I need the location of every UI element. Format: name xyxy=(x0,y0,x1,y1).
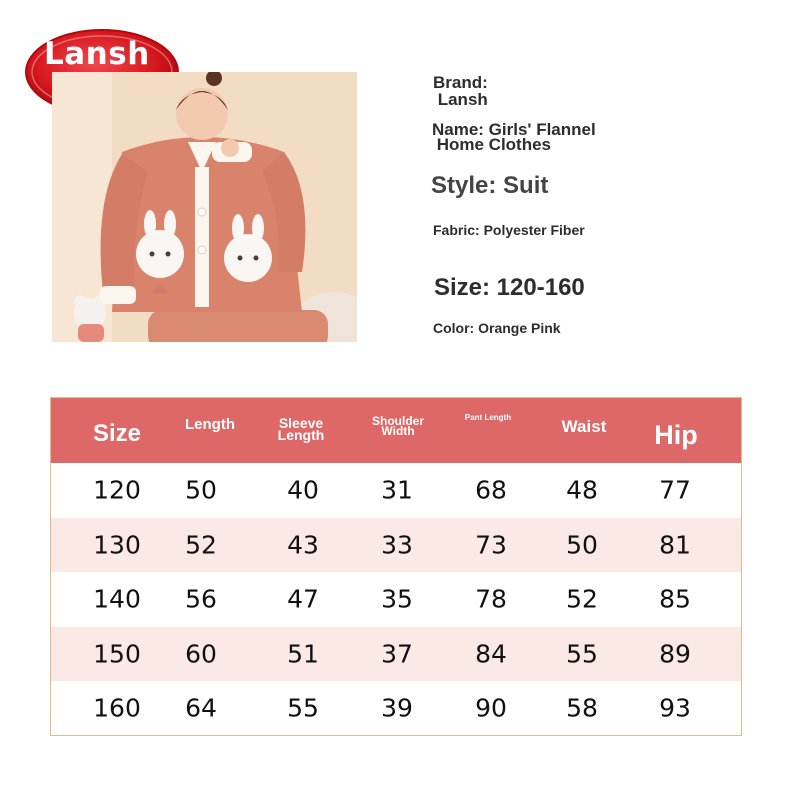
table-cell: 47 xyxy=(287,584,319,614)
product-photo xyxy=(52,72,357,342)
table-cell: 150 xyxy=(93,639,141,668)
size-chart-table xyxy=(50,397,742,736)
table-cell: 55 xyxy=(287,693,319,723)
table-cell: 85 xyxy=(659,584,691,614)
teddy-bear-icon xyxy=(74,295,106,342)
table-cell: 52 xyxy=(185,530,217,559)
table-cell: 64 xyxy=(185,693,217,723)
table-cell: 90 xyxy=(475,693,507,723)
size-chart-header xyxy=(51,398,741,463)
table-cell: 58 xyxy=(566,693,598,723)
header-length: Length xyxy=(185,416,235,433)
girl-in-pajamas-illustration xyxy=(52,72,357,342)
header-hip: Hip xyxy=(654,420,698,450)
table-cell: 55 xyxy=(566,639,598,668)
table-cell: 40 xyxy=(287,475,319,505)
table-cell: 120 xyxy=(93,475,141,505)
table-row xyxy=(51,463,741,517)
table-cell: 33 xyxy=(381,530,413,559)
table-cell: 50 xyxy=(566,530,598,559)
table-cell: 78 xyxy=(475,584,507,614)
fabric-spec: Fabric: Polyester Fiber xyxy=(433,222,585,238)
table-cell: 43 xyxy=(287,530,319,559)
size-spec: Size: 120-160 xyxy=(434,274,585,301)
table-cell: 51 xyxy=(287,639,319,668)
name-spec: Name: Girls' Flannel Home Clothes xyxy=(432,120,596,154)
table-cell: 56 xyxy=(185,584,217,614)
header-waist: Waist xyxy=(561,417,607,436)
table-row xyxy=(51,572,741,626)
style-spec: Style: Suit xyxy=(431,172,549,199)
table-row xyxy=(51,518,741,572)
table-row xyxy=(51,681,741,735)
table-cell: 37 xyxy=(381,639,413,668)
table-cell: 50 xyxy=(185,475,217,505)
color-spec: Color: Orange Pink xyxy=(433,320,561,336)
brand-logo-text: Lansh xyxy=(44,36,150,72)
table-cell: 48 xyxy=(566,475,598,505)
header-shoulder-width: Shoulder Width xyxy=(371,414,424,438)
brand-spec: Brand: Lansh xyxy=(433,73,488,109)
table-cell: 77 xyxy=(659,475,691,505)
table-cell: 73 xyxy=(475,530,507,559)
header-sleeve-length: Sleeve Length xyxy=(277,415,325,443)
table-cell: 93 xyxy=(659,693,691,723)
table-cell: 130 xyxy=(93,530,141,559)
table-cell: 52 xyxy=(566,584,598,614)
header-size: Size xyxy=(92,420,142,447)
table-cell: 81 xyxy=(659,530,691,559)
table-cell: 140 xyxy=(93,584,141,614)
table-row xyxy=(51,627,741,681)
header-pant-length: Pant Length xyxy=(464,413,512,422)
table-cell: 39 xyxy=(381,693,413,723)
table-cell: 35 xyxy=(381,584,413,614)
table-cell: 60 xyxy=(185,639,217,668)
table-cell: 89 xyxy=(659,639,691,668)
table-cell: 68 xyxy=(475,475,507,505)
table-cell: 31 xyxy=(381,475,413,505)
table-cell: 84 xyxy=(475,639,507,668)
table-cell: 160 xyxy=(93,693,141,723)
